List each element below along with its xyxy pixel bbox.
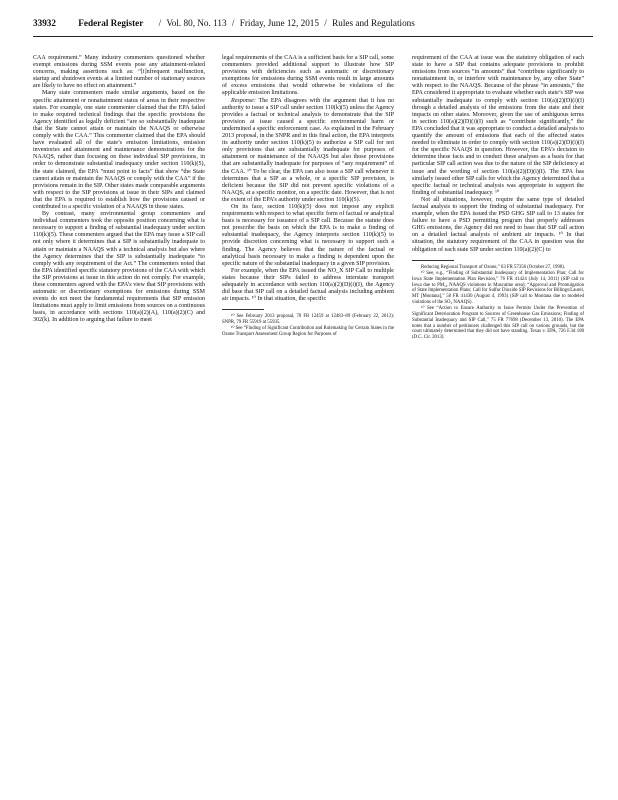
page-number: 33932	[33, 18, 56, 28]
header-rule	[33, 36, 593, 37]
footnote: ¹⁰ See, e.g., “Finding of Substantial Inadequacy of Implementation Plan; Call for Iowa State Implementation Plan Revision,” 76 FR 41424 (July 14, 2011) (SIP call to Iowa due to PM₁₀ NAAQS violations in Muscatine area); “Approval and Promulgation of State Implementation Plans; Call for Sulfur Dioxide SIP Revisions for Billings/Laurel, MT [Montana],” 58 FR 41430 (August 4, 1993) (SIP call to Montana due to modeled violations of the SO₂ NAAQS).	[412, 270, 584, 305]
paragraph	[33, 55, 205, 90]
paragraph-text: On its face, section 110(k)(5) does not impose any explicit requirements with respect to what specific form of factual or analytical basis is necessary for issuance of a SIP call. Because the statute does not prescribe the basis on which the EPA is to make a finding of substantial inadequacy, the Agency interprets section 110(k)(5) to provide discretion concerning what is necessary to support such a finding. The Agency believes that the nature of the factual or analytical basis necessary to make a finding is dependent upon the specific nature of the substantial inadequacy in a given SIP provision.	[222, 203, 394, 267]
paragraph	[222, 55, 394, 98]
paragraph	[412, 197, 584, 254]
paragraph-lead: Response:	[231, 97, 256, 104]
footnotes	[412, 265, 584, 341]
paragraph-text: For example, when the EPA issued the NO_X SIP Call to multiple states because their SIPs failed to address interstate transport adequately in accordance with section 110(a)(2)(D)(i)(I), the Agency did base that SIP call on a detailed factual analysis including ambient air impacts. ¹⁰ In that situation, the specific	[222, 267, 394, 303]
paragraph-text: CAA requirement.” Many industry commenters questioned whether exempt emissions during SSM events pose any attainment-related concerns, making assertions such as: “[i]nfrequent malfunction, startup and shutdown events at a limited number of stationary sources are likely to have no effect on attainment.”	[33, 55, 205, 90]
footnote-rule	[412, 260, 454, 261]
text-column-1	[33, 55, 205, 325]
page-header: 33932 Federal Register / Vol. 80, No. 113 / Friday, June 12, 2015 / Rules and Regulations	[33, 18, 415, 28]
text-column-2	[222, 55, 394, 338]
section-name: Rules and Regulations	[332, 18, 415, 28]
publication-name: Federal Register	[78, 18, 144, 28]
paragraph-text: requirement of the CAA at issue was the statutory obligation of each state to have a SIP that contains adequate provisions to prohibit emissions from sources “in amounts” that “contribute significantly to nonattainment in, or interfere with maintenance by, any other State” with respect to the NAAQS. Because of the phrase “in amounts,” the EPA considered it appropriate to evaluate whether each state’s SIP was substantially inadequate to comply with section 110(a)(2)(D)(i)(I) through a detailed analysis of the emissions from the state and their impacts on other states. Moreover, given the use of ambiguous terms in section 110(a)(2)(D)(i)(I) such as “contribute significantly,” the EPA concluded that it was appropriate to conduct a detailed analysis to quantify the amount of emissions that each of the affected states needed to eliminate in order to comply with section 110(a)(2)(D)(i)(I) for the specific NAAQS in question. However, the EPA’s decision to determine these facts and to conduct these analyses as a basis for that particular SIP call action was due to the nature of the SIP deficiency at issue and the wording of section 110(a)(2)(D)(i)(I). The EPA has similarly issued other SIP calls for which the Agency determined that a specific factual or technical analysis was appropriate to support the finding of substantial inadequacy. ¹⁰	[412, 55, 584, 196]
paragraph-text: By contrast, many environmental group commenters and individual commenters took the opposite position concerning what is necessary to support a finding of substantial inadequacy under section 110(k)(5). These commenters argued that the EPA may issue a SIP call not only where it determines that a SIP is substantially inadequate to attain or maintain a NAAQS with a technical analysis but also where the Agency determines that the SIP is substantially inadequate “to comply with any requirement of the Act.” The commenters noted that the EPA identified specific statutory provisions of the CAA with which the SIP provisions at issue in this action do not comply. For example, these commenters agreed with the EPA’s view that SIP provisions with automatic or discretionary exemptions for emissions during SSM events do not meet the fundamental requirements that SIP emission limitations must apply to limit emissions from sources on a continuous basis, in accordance with sections 110(a)(2)(A), 110(a)(2)(C) and 302(k). In addition to arguing that failure to meet	[33, 211, 205, 324]
paragraph	[222, 98, 394, 204]
footnote: Reducing Regional Transport of Ozone,” 63 FR 57356 (October 27, 1998).	[421, 264, 566, 270]
footnote: ¹⁰ See “Action to Ensure Authority to Issue Permits Under the Prevention of Significant Deterioration Program to Sources of Greenhouse Gas Emissions; Finding of Substantial Inadequacy and SIP Call,” 75 FR 77698 (December 13, 2010). The EPA notes that a number of petitioners challenged this SIP call on various grounds, but the court ultimately determined that they did not have standing. Texas v. EPA, 726 F.3d 180 (D.C. Cir. 2013).	[412, 306, 584, 341]
paragraph	[222, 268, 394, 303]
footnote: ¹⁰ See “Finding of Significant Contribution and Rulemaking for Certain States in the Ozone Transport Assessment Group Region for Purposes of	[222, 326, 394, 338]
paragraph	[222, 204, 394, 268]
paragraph	[412, 55, 584, 197]
paragraph-text: Many state commenters made similar arguments, based on the specific attainment or nonattainment status of areas in their respective states. For example, one state commenter claimed that the EPA failed to make required technical findings that the specific provisions the Agency identified as legally deficient “are so substantially inadequate that the State cannot attain or maintain the NAAQS or otherwise comply with the CAA.” This commenter claimed that the EPA should have evaluated all of the state’s emission limitations, emission inventories and attainment and maintenance demonstrations for the NAAQS, rather than focusing on these individual SIP provisions, in order to demonstrate substantial inadequacy under section 110(k)(5), the state claimed, the EPA “must point to facts” that show “the State cannot attain or maintain the NAAQS or comply with the CAA” if the provisions remain in the SIP. Other states made comparable arguments with respect to the SIP provisions at issue in their SIPs and claimed that the EPA is required to establish how the provisions caused or contributed to a specific violation of a NAAQS in those states.	[33, 90, 205, 210]
paragraph	[33, 90, 205, 211]
volume-number: Vol. 80, No. 113	[166, 18, 227, 28]
footnotes	[222, 314, 394, 338]
text-column-3	[412, 55, 584, 341]
paragraph-text: The EPA disagrees with the argument that it has no authority to issue a SIP call under section 110(k)(5) unless the Agency provides a factual or technical analysis to demonstrate that the SIP provision at issue caused a specific environmental harm or undermined a specific enforcement case. As explained in the February 2013 proposal, in the SNPR and in this final action, the EPA interprets its authority under section 110(k)(5) to authorize a SIP call for not only provisions that are substantially inadequate for purposes of attainment or maintenance of the NAAQS but also those provisions that are substantially inadequate for purposes of “any requirement” of the CAA. ¹⁰ To be clear, the EPA can also issue a SIP call whenever it determines that a SIP as a whole, or a specific SIP provision, is deficient because the SIP did not prevent specific violations of a NAAQS, at a specific monitor, on a specific date. However, that is not the extent of the EPA’s authority under section 110(k)(5).	[222, 97, 394, 203]
paragraph-text: legal requirements of the CAA is a sufficient basis for a SIP call, some commenters provided additional support to illustrate how SIP provisions with deficiencies such as automatic or discretionary exemptions for emissions during SSM events result in large amounts of excess emissions that would otherwise be violations of the applicable emission limitations.	[222, 55, 394, 97]
footnote: ¹⁰ See February 2013 proposal, 78 FR 12459 at 12483–89 (February 22, 2013); SNPR, 79 FR 55919 at 55935.	[222, 314, 394, 326]
paragraph	[33, 211, 205, 325]
issue-date: Friday, June 12, 2015	[239, 18, 319, 28]
footnote-rule	[222, 309, 264, 310]
paragraph-text: Not all situations, however, require the same type of detailed factual analysis to support the finding of substantial inadequacy. For example, when the EPA issued the PSD GHG SIP call to 13 states for failure to have a PSD permitting program that properly addresses GHG emissions, the Agency did not need to base that SIP call action on a detailed factual analysis of ambient air impacts. ¹⁰ In that situation, the statutory requirement of the CAA in question was the obligation of each state SIP under section 110(a)(2)(C) to	[412, 196, 584, 253]
